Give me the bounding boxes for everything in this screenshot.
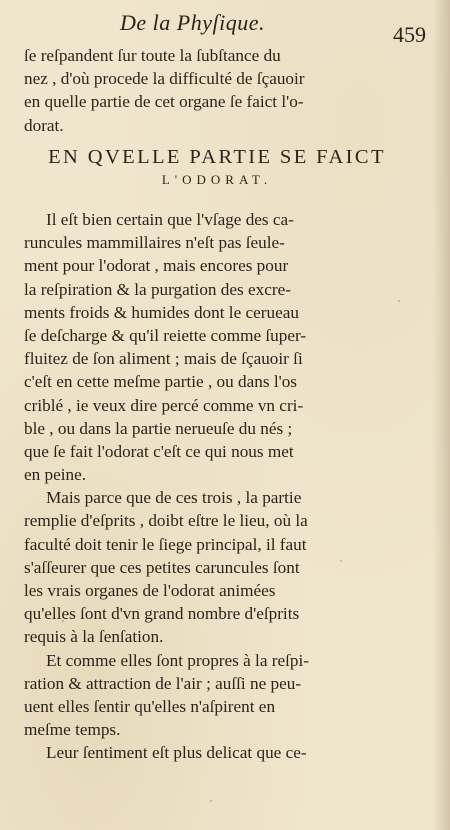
- text-line: ſe deſcharge & qu'il reiette comme ſuper-: [24, 325, 307, 345]
- page-number: 459: [393, 22, 426, 47]
- text-line: remplie d'eſprits , doibt eſtre le lieu, où la: [24, 511, 308, 531]
- running-title: De la Phyſique.: [120, 10, 265, 35]
- intro-text: [24, 44, 410, 137]
- text-line: ſe reſpandent ſur toute la ſubſtance du: [24, 46, 281, 65]
- text-line: les vrais organes de l'odorat animées: [24, 581, 276, 600]
- text-line: requis à la ſenſation.: [24, 627, 164, 647]
- paragraph: [24, 741, 410, 764]
- text-line: nez , d'où procede la difficulté de ſçauoir: [24, 69, 305, 89]
- text-line: Et comme elles ſont propres à la reſpi-: [46, 650, 309, 670]
- text-line: ration & attraction de l'air ; auſſi ne peu-: [24, 673, 302, 693]
- text-line: ble , ou dans la partie nerueuſe du nés ;: [24, 418, 293, 438]
- text-line: en peine.: [24, 465, 87, 485]
- text-line: ments froids & humides dont le cerueau: [24, 302, 299, 322]
- section-heading-line-2: L'ODORAT.: [161, 172, 273, 187]
- section-heading: [24, 144, 410, 190]
- body-text: [24, 208, 410, 765]
- page-edge-shadow: [432, 0, 450, 830]
- text-line: s'aſſeurer que ces petites caruncules ſont: [24, 557, 300, 577]
- paragraph: [24, 486, 410, 648]
- text-line: ment pour l'odorat , mais encores pour: [24, 256, 289, 276]
- paragraph: [24, 208, 410, 486]
- text-line: Mais parce que de ces trois , la partie: [46, 488, 302, 508]
- text-line: fluitez de ſon aliment ; mais de ſçauoir ſi: [24, 349, 303, 369]
- text-line: Il eſt bien certain que l'vſage des ca-: [46, 210, 294, 229]
- running-head: [0, 8, 450, 47]
- text-line: uent elles ſentir qu'elles n'aſpirent en: [24, 696, 276, 716]
- text-line: criblé , ie veux dire percé comme vn cri-: [24, 395, 304, 415]
- text-line: qu'elles ſont d'vn grand nombre d'eſprits: [24, 604, 300, 624]
- text-line: c'eſt en cette meſme partie , ou dans l'os: [24, 372, 297, 392]
- text-line: la reſpiration & la purgation des excre-: [24, 279, 291, 299]
- text-line: que ſe fait l'odorat c'eſt ce qui nous met: [24, 441, 294, 461]
- section-heading-line-1: EN QVELLE PARTIE SE FAICT: [48, 146, 386, 168]
- text-line: faculté doit tenir le ſiege principal, il faut: [24, 534, 307, 554]
- text-line: meſme temps.: [24, 720, 121, 740]
- text-line: dorat.: [24, 115, 64, 135]
- text-line: runcules mammillaires n'eſt pas ſeule-: [24, 233, 285, 253]
- text-line: en quelle partie de cet organe ſe faict l'o-: [24, 92, 304, 112]
- paragraph: [24, 649, 410, 742]
- text-line: Leur ſentiment eſt plus delicat que ce-: [46, 743, 307, 763]
